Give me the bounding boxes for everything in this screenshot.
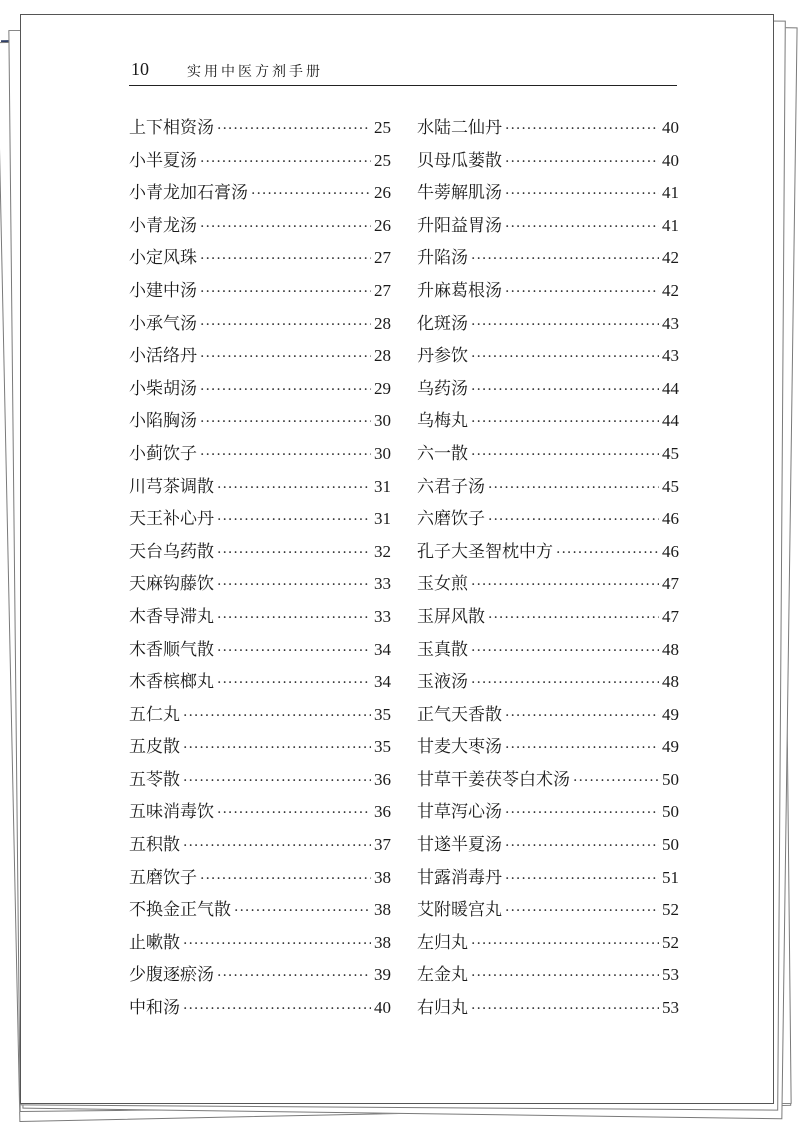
toc-entry-title: 六一散: [417, 443, 468, 464]
dot-leader: [183, 773, 371, 789]
toc-entry: [417, 406, 679, 439]
toc-entry: [417, 472, 679, 505]
dot-leader: [505, 154, 659, 170]
dot-leader: [183, 838, 371, 854]
toc-entry-page: 28: [374, 313, 391, 333]
toc-entry-page: 43: [662, 346, 679, 366]
dot-leader: [217, 610, 371, 626]
toc-entry: [129, 993, 391, 1026]
toc-entry-title: 小柴胡汤: [129, 378, 197, 399]
dot-leader: [200, 219, 371, 235]
toc-entry-title: 甘露消毒丹: [417, 867, 502, 888]
toc-entry-title: 五味消毒饮: [129, 802, 214, 823]
toc-entry: [129, 765, 391, 798]
page-number: 10: [131, 59, 149, 79]
toc-entry-page: 43: [662, 313, 679, 333]
toc-entry-page: 42: [662, 280, 679, 300]
running-header: [129, 57, 677, 86]
dot-leader: [505, 121, 659, 137]
toc-entry-page: 36: [374, 802, 391, 822]
dot-leader: [505, 284, 659, 300]
toc-entry-title: 牛蒡解肌汤: [417, 183, 502, 204]
toc-entry-title: 升麻葛根汤: [417, 280, 502, 301]
toc-entry-title: 小青龙加石膏汤: [129, 183, 248, 204]
toc-entry-page: 52: [662, 932, 679, 952]
dot-leader: [505, 186, 659, 202]
toc-entry-title: 乌梅丸: [417, 411, 468, 432]
toc-entry: [129, 309, 391, 342]
toc-entry-page: 36: [374, 769, 391, 789]
toc-entry-title: 小青龙汤: [129, 215, 197, 236]
toc-entry-page: 39: [374, 965, 391, 985]
dot-leader: [234, 903, 371, 919]
toc-entry-title: 小陷胸汤: [129, 411, 197, 432]
toc-entry: [417, 341, 679, 374]
toc-entry-title: 玉屏风散: [417, 606, 485, 627]
dot-leader: [505, 708, 659, 724]
toc-entry: [129, 602, 391, 635]
toc-entry-page: 50: [662, 802, 679, 822]
toc-entry: [417, 863, 679, 896]
toc-entry-page: 25: [374, 118, 391, 137]
toc-entry: [417, 765, 679, 798]
dot-leader: [505, 871, 659, 887]
dot-leader: [217, 968, 371, 984]
toc-entry-title: 止嗽散: [129, 932, 180, 953]
dot-leader: [471, 447, 659, 463]
toc-entry-title: 少腹逐瘀汤: [129, 965, 214, 986]
dot-leader: [200, 317, 371, 333]
toc-entry-title: 左金丸: [417, 965, 468, 986]
toc-entry-title: 五磨饮子: [129, 867, 197, 888]
toc-entry-title: 天王补心丹: [129, 509, 214, 530]
toc-entry-page: 33: [374, 606, 391, 626]
toc-entry: [417, 602, 679, 635]
toc-entry: [417, 178, 679, 211]
toc-entry-page: 31: [374, 509, 391, 529]
dot-leader: [505, 838, 659, 854]
dot-leader: [505, 903, 659, 919]
toc-entry-title: 川芎茶调散: [129, 476, 214, 497]
toc-entry-page: 27: [374, 248, 391, 268]
toc-entry: [129, 504, 391, 537]
toc-entry: [129, 700, 391, 733]
toc-entry: [129, 895, 391, 928]
dot-leader: [471, 349, 659, 365]
dot-leader: [183, 708, 371, 724]
toc-entry: [417, 928, 679, 961]
toc-entry: [417, 309, 679, 342]
toc-entry: [417, 276, 679, 309]
dot-leader: [200, 871, 371, 887]
toc-entry-title: 升陷汤: [417, 248, 468, 269]
toc-entry-page: 46: [662, 541, 679, 561]
toc-entry: [417, 113, 679, 146]
dot-leader: [200, 154, 371, 170]
dot-leader: [217, 545, 371, 561]
toc-entry-title: 丹参饮: [417, 346, 468, 367]
dot-leader: [471, 643, 659, 659]
toc-entry: [129, 928, 391, 961]
toc-entry-title: 玉真散: [417, 639, 468, 660]
toc-entry-page: 38: [374, 932, 391, 952]
toc-entry: [129, 569, 391, 602]
toc-entry-page: 34: [374, 639, 391, 659]
dot-leader: [217, 512, 371, 528]
dot-leader: [488, 610, 659, 626]
toc-entry-page: 45: [662, 443, 679, 463]
toc-entry-page: 45: [662, 476, 679, 496]
toc-entry: [129, 667, 391, 700]
toc-entry-page: 30: [374, 443, 391, 463]
toc-entry-title: 不换金正气散: [129, 900, 231, 921]
toc-entry: [417, 569, 679, 602]
toc-entry-page: 32: [374, 541, 391, 561]
toc-entry-page: 30: [374, 411, 391, 431]
toc-entry-title: 小建中汤: [129, 280, 197, 301]
toc-entry: [129, 960, 391, 993]
dot-leader: [200, 447, 371, 463]
toc-entry: [129, 797, 391, 830]
dot-leader: [471, 675, 659, 691]
dot-leader: [183, 1001, 371, 1017]
dot-leader: [183, 740, 371, 756]
toc-entry: [417, 439, 679, 472]
toc-entry-title: 中和汤: [129, 998, 180, 1019]
toc-entry-title: 五皮散: [129, 737, 180, 758]
toc-entry-page: 28: [374, 346, 391, 366]
toc-entry: [417, 243, 679, 276]
toc-entry-page: 35: [374, 737, 391, 757]
toc-column-left: [129, 113, 391, 1026]
toc-entry: [417, 537, 679, 570]
toc-entry: [417, 504, 679, 537]
dot-leader: [471, 1001, 659, 1017]
toc-entry-page: 27: [374, 280, 391, 300]
book-page: [20, 14, 774, 1104]
dot-leader: [488, 480, 659, 496]
toc-entry-page: 41: [662, 215, 679, 235]
toc-entry-title: 木香导滞丸: [129, 606, 214, 627]
toc-entry: [417, 732, 679, 765]
dot-leader: [251, 186, 371, 202]
toc-entry-page: 44: [662, 378, 679, 398]
dot-leader: [200, 349, 371, 365]
toc-entry-title: 左归丸: [417, 932, 468, 953]
dot-leader: [217, 675, 371, 691]
toc-entry-title: 五仁丸: [129, 704, 180, 725]
toc-entry-page: 49: [662, 737, 679, 757]
dot-leader: [505, 805, 659, 821]
toc-entry-page: 47: [662, 606, 679, 626]
toc-entry: [417, 797, 679, 830]
toc-entry: [417, 635, 679, 668]
toc-entry: [417, 830, 679, 863]
toc-entry-title: 上下相资汤: [129, 118, 214, 138]
toc-entry-title: 水陆二仙丹: [417, 118, 502, 138]
dot-leader: [217, 805, 371, 821]
toc-entry-page: 50: [662, 835, 679, 855]
toc-entry-page: 44: [662, 411, 679, 431]
toc-entry-title: 甘草干姜茯苓白术汤: [417, 769, 570, 790]
dot-leader: [471, 317, 659, 333]
toc-entry-title: 小蓟饮子: [129, 443, 197, 464]
toc-entry: [129, 537, 391, 570]
toc-entry-title: 贝母瓜蒌散: [417, 150, 502, 171]
toc-entry-title: 孔子大圣智枕中方: [417, 541, 553, 562]
dot-leader: [183, 936, 371, 952]
toc-entry-page: 29: [374, 378, 391, 398]
toc-entry-title: 玉女煎: [417, 574, 468, 595]
dot-leader: [217, 643, 371, 659]
toc-entry-title: 木香槟榔丸: [129, 672, 214, 693]
toc-entry-title: 正气天香散: [417, 704, 502, 725]
toc-entry-page: 35: [374, 704, 391, 724]
toc-entry-title: 甘草泻心汤: [417, 802, 502, 823]
toc-entry-page: 47: [662, 574, 679, 594]
dot-leader: [217, 121, 371, 137]
toc-entry-page: 42: [662, 248, 679, 268]
toc-entry-page: 33: [374, 574, 391, 594]
toc-entry-title: 天麻钩藤饮: [129, 574, 214, 595]
toc-entry-page: 38: [374, 867, 391, 887]
dot-leader: [573, 773, 659, 789]
toc-entry: [417, 960, 679, 993]
toc-entry-title: 化斑汤: [417, 313, 468, 334]
toc-column-right: [417, 113, 679, 1026]
toc-entry-page: 41: [662, 183, 679, 203]
dot-leader: [200, 382, 371, 398]
toc-entry: [129, 146, 391, 179]
toc-entry-title: 右归丸: [417, 998, 468, 1019]
toc-entry-title: 小定风珠: [129, 248, 197, 269]
toc-entry-page: 49: [662, 704, 679, 724]
toc-entry-page: 26: [374, 215, 391, 235]
dot-leader: [200, 284, 371, 300]
book-title: 实用中医方剂手册: [187, 64, 323, 80]
toc-entry: [129, 635, 391, 668]
toc-entry: [417, 211, 679, 244]
toc-entry-page: 31: [374, 476, 391, 496]
dot-leader: [471, 251, 659, 267]
toc-entry-title: 天台乌药散: [129, 541, 214, 562]
toc-entry-page: 25: [374, 150, 391, 170]
dot-leader: [217, 577, 371, 593]
toc-entry-page: 48: [662, 672, 679, 692]
toc-entry-page: 51: [662, 867, 679, 887]
toc-entry-title: 小活络丹: [129, 346, 197, 367]
toc-entry-title: 玉液汤: [417, 672, 468, 693]
toc-entry: [417, 993, 679, 1026]
toc-entry: [417, 374, 679, 407]
toc-entry-page: 40: [374, 998, 391, 1018]
dot-leader: [471, 414, 659, 430]
toc-entry: [129, 472, 391, 505]
toc-entry-title: 小承气汤: [129, 313, 197, 334]
toc-entry: [417, 895, 679, 928]
dot-leader: [488, 512, 659, 528]
toc-entry: [129, 243, 391, 276]
toc-entry: [129, 374, 391, 407]
toc-entry-page: 26: [374, 183, 391, 203]
toc-entry-page: 50: [662, 769, 679, 789]
toc-entry: [129, 341, 391, 374]
toc-entry-page: 48: [662, 639, 679, 659]
toc-entry-title: 五苓散: [129, 769, 180, 790]
dot-leader: [505, 740, 659, 756]
toc-entry-page: 40: [662, 118, 679, 137]
dot-leader: [471, 577, 659, 593]
toc-entry: [129, 113, 391, 146]
dot-leader: [471, 968, 659, 984]
toc-entry-page: 38: [374, 900, 391, 920]
dot-leader: [200, 414, 371, 430]
dot-leader: [217, 480, 371, 496]
dot-leader: [200, 251, 371, 267]
toc-entry-title: 艾附暖宫丸: [417, 900, 502, 921]
toc-entry-title: 升阳益胃汤: [417, 215, 502, 236]
toc-entry: [129, 439, 391, 472]
dot-leader: [471, 382, 659, 398]
toc-entry-title: 六君子汤: [417, 476, 485, 497]
toc-entry: [417, 667, 679, 700]
toc-entry: [417, 700, 679, 733]
toc-entry-page: 53: [662, 965, 679, 985]
toc-entry-page: 40: [662, 150, 679, 170]
toc-entry-page: 46: [662, 509, 679, 529]
toc-entry-title: 六磨饮子: [417, 509, 485, 530]
toc-entry-page: 53: [662, 998, 679, 1018]
dot-leader: [505, 219, 659, 235]
toc-entry-page: 34: [374, 672, 391, 692]
toc-entry-page: 37: [374, 835, 391, 855]
toc-entry: [417, 146, 679, 179]
toc-entry: [129, 830, 391, 863]
toc-entry: [129, 211, 391, 244]
toc-entry: [129, 406, 391, 439]
toc-entry-title: 五积散: [129, 835, 180, 856]
toc-entry: [129, 732, 391, 765]
toc-entry: [129, 178, 391, 211]
dot-leader: [471, 936, 659, 952]
toc-entry-title: 甘麦大枣汤: [417, 737, 502, 758]
toc-entry-title: 乌药汤: [417, 378, 468, 399]
toc-entry-title: 小半夏汤: [129, 150, 197, 171]
toc-entry: [129, 276, 391, 309]
dot-leader: [556, 545, 659, 561]
toc-entry: [129, 863, 391, 896]
toc-entry-page: 52: [662, 900, 679, 920]
toc-entry-title: 甘遂半夏汤: [417, 835, 502, 856]
toc-entry-title: 木香顺气散: [129, 639, 214, 660]
